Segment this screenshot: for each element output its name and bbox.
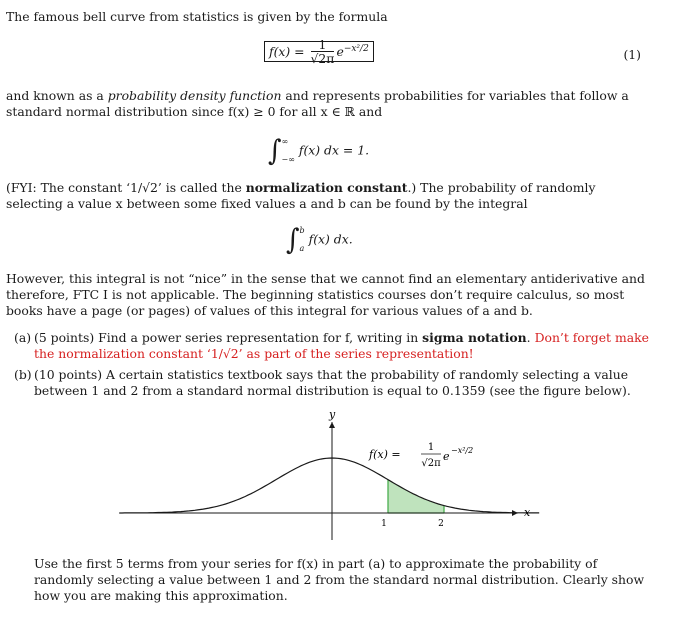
integral-upper: b xyxy=(299,226,305,235)
formula-lhs: f(x) = xyxy=(269,43,305,59)
part-a-text xyxy=(34,330,650,362)
integral-body: f(x) dx. xyxy=(308,231,353,247)
sigma-notation-term: sigma notation xyxy=(422,330,527,345)
formula-exp-base: e xyxy=(336,43,344,59)
paragraph-pdf xyxy=(6,88,646,120)
tick-label-1: 1 xyxy=(381,519,387,529)
para1-part-a: and known as a xyxy=(6,88,108,103)
bell-curve xyxy=(119,458,539,513)
formula-fraction xyxy=(311,38,335,66)
part-b-label: (b) xyxy=(14,367,32,382)
bell-curve-figure xyxy=(0,408,696,548)
x-axis-label: x xyxy=(524,506,531,519)
bell-curve-formula xyxy=(264,38,374,66)
paragraph-fyi xyxy=(6,180,646,212)
pdf-term: probability density function xyxy=(107,88,282,103)
para2-part-c: .) The probability of randomly selecting a value x between some fixed values a and b can be found by the integral xyxy=(6,180,596,211)
paragraph-however: However, this integral is not “nice” in the sense that we cannot find an elementary antiderivative and therefore, FTC I is not applicable. The beginning statistics courses don’t require calculus, so most books have a page (or pages) of values of this integral for various values of a and b. xyxy=(6,271,645,318)
curve-label-numerator: 1 xyxy=(427,442,435,453)
equation-number: (1) xyxy=(623,47,641,62)
part-a-t1: (5 points) Find a power series representation for f, writing in xyxy=(34,330,423,345)
closing-instruction: Use the first 5 terms from your series for f(x) in part (a) to approximate the probability of randomly selecting a value between 1 and 2 from the standard normal distribution. Clearly show how you are making this approximation. xyxy=(34,556,645,603)
part-a-label: (a) xyxy=(14,330,32,345)
integral-body: f(x) dx = 1. xyxy=(298,142,370,158)
integral-symbol: ∫ xyxy=(268,134,282,168)
part-a-reminder: Don’t forget make the normalization constant ‘1/√2’ as part of the series representation! xyxy=(34,330,649,361)
integral-limits xyxy=(300,222,305,258)
formula-denominator: √2π xyxy=(310,51,335,66)
part-a-t3: . xyxy=(526,330,535,345)
integral-normalization xyxy=(268,133,369,169)
integral-upper: ∞ xyxy=(281,137,289,146)
integral-probability xyxy=(286,222,353,258)
integral-limits xyxy=(282,133,295,169)
intro-text: The famous bell curve from statistics is given by the formula xyxy=(6,9,388,24)
para1-part-c: and represents probabilities for variables that follow a standard normal distribution since f(x) ≥ 0 for all x ∈ ℝ and xyxy=(6,88,629,119)
tick-label-2: 2 xyxy=(438,519,444,529)
integral-symbol: ∫ xyxy=(286,223,300,257)
formula-numerator: 1 xyxy=(311,38,335,52)
curve-label-exp-base: e xyxy=(443,450,450,463)
part-b-text: (10 points) A certain statistics textbook says that the probability of randomly selecting a value between 1 and 2 from a standard normal distribution is equal to 0.1359 (see the figure below). xyxy=(34,367,631,398)
para2-part-a: (FYI: The constant ‘1/√2’ is called the xyxy=(6,180,246,195)
formula-exponent: −x²/2 xyxy=(343,43,369,54)
curve-label-denominator: √2π xyxy=(421,458,441,469)
curve-label-lhs: f(x) = xyxy=(369,448,401,461)
curve-label-exponent: −x²/2 xyxy=(451,446,474,455)
integral-lower: −∞ xyxy=(281,155,295,164)
integral-lower: a xyxy=(299,244,305,253)
normalization-term: normalization constant xyxy=(245,180,408,195)
y-axis-label: y xyxy=(329,408,336,421)
